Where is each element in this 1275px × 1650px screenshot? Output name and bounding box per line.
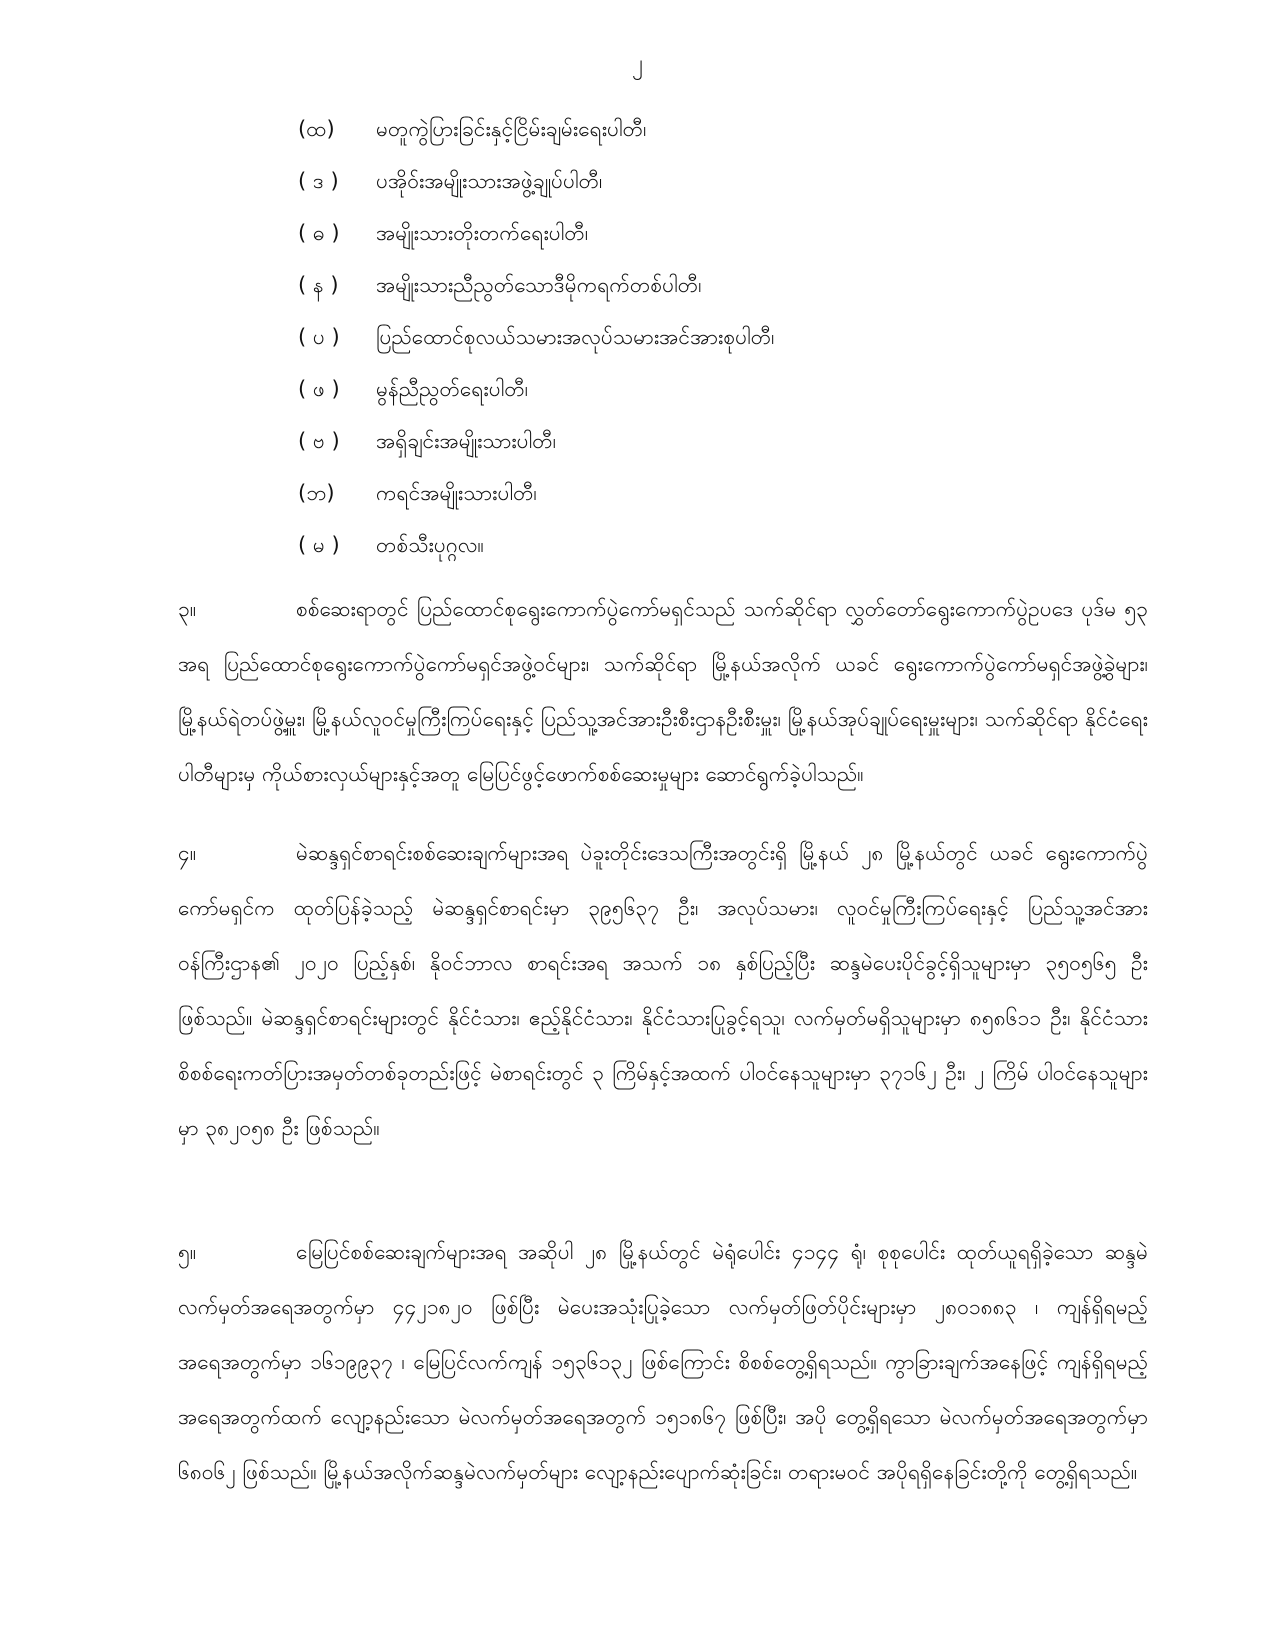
party-list-item: [298, 469, 1098, 521]
party-item-name: မတူကွဲပြားခြင်းနှင့်ငြိမ်းချမ်းရေးပါတီ၊: [376, 116, 647, 141]
party-list-item: [298, 209, 1098, 261]
paragraph-5: [178, 1225, 1148, 1500]
party-item-name: အမျိုးသားညီညွတ်သောဒီမိုကရက်တစ်ပါတီ၊: [376, 272, 702, 297]
party-item-marker: ( ဗ ): [298, 428, 340, 453]
paragraph-text: စစ်ဆေးရာတွင် ပြည်ထောင်စုရွေးကောက်ပွဲကော်မရှင်သည် သက်ဆိုင်ရာ လွှတ်တော်ရွေးကောက်ပွဲဥပဒေ ပုဒ်မ ၅၃ အရ ပြည်ထောင်စုရွေးကောက်ပွဲကော်မရှင်အဖွဲ့ဝင်များ၊ သက်ဆိုင်ရာ မြို့နယ်အလိုက် ယခင် ရွေးကောက်ပွဲကော်မရှင်အဖွဲ့ခွဲများ၊ မြို့နယ်ရဲတပ်ဖွဲ့မှူး၊ မြို့နယ်လူဝင်မှုကြီးကြပ်ရေးနှင့် ပြည်သူ့အင်အားဦးစီးဌာနဦးစီးမှူး၊ မြို့နယ်အုပ်ချုပ်ရေးမှူးများ၊ သက်ဆိုင်ရာ နိုင်ငံရေးပါတီများမှ ကိုယ်စားလှယ်များနှင့်အတူ မြေပြင်ဖွင့်ဖောက်စစ်ဆေးမှုများ ဆောင်ရွက်ခဲ့ပါသည်။: [178, 597, 1148, 786]
paragraph-text: မဲဆန္ဒရှင်စာရင်းစစ်ဆေးချက်များအရ ပဲခူးတိုင်းဒေသကြီးအတွင်းရှိ မြို့နယ် ၂၈ မြို့နယ်တွင် ယခင် ရွေးကောက်ပွဲကော်မရှင်က ထုတ်ပြန်ခဲ့သည့် မဲဆန္ဒရှင်စာရင်းမှာ ၃၉၅၆၃၇ ဦး၊ အလုပ်သမား၊ လူဝင်မှုကြီးကြပ်ရေးနှင့် ပြည်သူ့အင်အားဝန်ကြီးဌာန၏ ၂၀၂၀ ပြည့်နှစ်၊ နိုဝင်ဘာလ စာရင်းအရ အသက် ၁၈ နှစ်ပြည့်ပြီး ဆန္ဒမဲပေးပိုင်ခွင့်ရှိသူများမှာ ၃၅၀၅၆၅ ဦး ဖြစ်သည်။ မဲဆန္ဒရှင်စာရင်းများတွင် နိုင်ငံသား၊ ဧည့်နိုင်ငံသား၊ နိုင်ငံသားပြုခွင့်ရသူ၊ လက်မှတ်မရှိသူများမှာ ၈၅၈၆၁၁ ဦး၊ နိုင်ငံသားစိစစ်ရေးကတ်ပြားအမှတ်တစ်ခုတည်းဖြင့် မဲစာရင်းတွင် ၃ ကြိမ်နှင့်အထက် ပါဝင်နေသူများမှာ ၃၇၁၆၂ ဦး၊ ၂ ကြိမ် ပါဝင်နေသူများမှာ ၃၈၂၀၅၈ ဦး ဖြစ်သည်။: [178, 841, 1148, 1140]
party-item-marker: (ဘ): [298, 480, 335, 505]
paragraph-number: ၃။: [178, 597, 197, 621]
party-item-marker: ( ဒ ): [298, 168, 339, 193]
party-item-name: အမျိုးသားတိုးတက်ရေးပါတီ၊: [376, 220, 589, 245]
paragraph-number: ၅။: [178, 1240, 197, 1264]
party-list-item: [298, 157, 1098, 209]
page-number: ၂: [632, 51, 643, 76]
party-list-item: [298, 313, 1098, 365]
party-list-item: [298, 417, 1098, 469]
party-item-name: ပအိုဝ်းအမျိုးသားအဖွဲ့ချုပ်ပါတီ၊: [376, 168, 603, 193]
party-item-name: အရှိချင်းအမျိုးသားပါတီ၊: [376, 428, 557, 453]
party-item-marker: ( ပ ): [298, 324, 340, 349]
party-item-name: ပြည်ထောင်စုလယ်သမားအလုပ်သမားအင်အားစုပါတီ၊: [376, 324, 775, 349]
party-item-marker: (ထ): [298, 116, 335, 141]
party-item-marker: ( မ ): [298, 532, 340, 557]
party-item-marker: ( ဓ ): [298, 220, 340, 245]
party-item-marker: ( န ): [298, 272, 339, 297]
party-item-name: တစ်သီးပုဂ္ဂလ။: [376, 532, 484, 557]
paragraph-3: [178, 582, 1148, 802]
party-list-item: [298, 521, 1098, 573]
paragraph-4: [178, 826, 1148, 1156]
party-item-name: ကရင်အမျိုးသားပါတီ၊: [376, 480, 537, 505]
party-item-name: မွန်ညီညွတ်ရေးပါတီ၊: [376, 376, 529, 401]
party-list-item: [298, 365, 1098, 417]
party-list-item: [298, 105, 1098, 157]
paragraph-text: မြေပြင်စစ်ဆေးချက်များအရ အဆိုပါ ၂၈ မြို့နယ်တွင် မဲရုံပေါင်း ၄၁၄၄ ရုံ၊ စုစုပေါင်း ထုတ်ယူရရှိခဲ့သော ဆန္ဒမဲလက်မှတ်အရေအတွက်မှာ ၄၄၂၁၈၂၀ ဖြစ်ပြီး မဲပေးအသုံးပြုခဲ့သော လက်မှတ်ဖြတ်ပိုင်းများမှာ ၂၈၀၁၈၈၃ ၊ ကျန်ရှိရမည့်အရေအတွက်မှာ ၁၆၁၉၉၃၇ ၊ မြေပြင်လက်ကျန် ၁၅၃၆၁၃၂ ဖြစ်ကြောင်း စိစစ်တွေ့ရှိရသည်။ ကွာခြားချက်အနေဖြင့် ကျန်ရှိရမည့် အရေအတွက်ထက် လျော့နည်းသော မဲလက်မှတ်အရေအတွက် ၁၅၁၈၆၇ ဖြစ်ပြီး၊ အပို တွေ့ရှိရသော မဲလက်မှတ်အရေအတွက်မှာ ၆၈၀၆၂ ဖြစ်သည်။ မြို့နယ်အလိုက်ဆန္ဒမဲလက်မှတ်များ လျော့နည်းပျောက်ဆုံးခြင်း၊ တရားမဝင် အပိုရရှိနေခြင်းတို့ကို တွေ့ရှိရသည်။: [178, 1240, 1148, 1484]
paragraph-number: ၄။: [178, 841, 197, 865]
party-list-item: [298, 261, 1098, 313]
party-list: [298, 105, 1098, 573]
party-item-marker: ( ဖ ): [298, 376, 340, 401]
